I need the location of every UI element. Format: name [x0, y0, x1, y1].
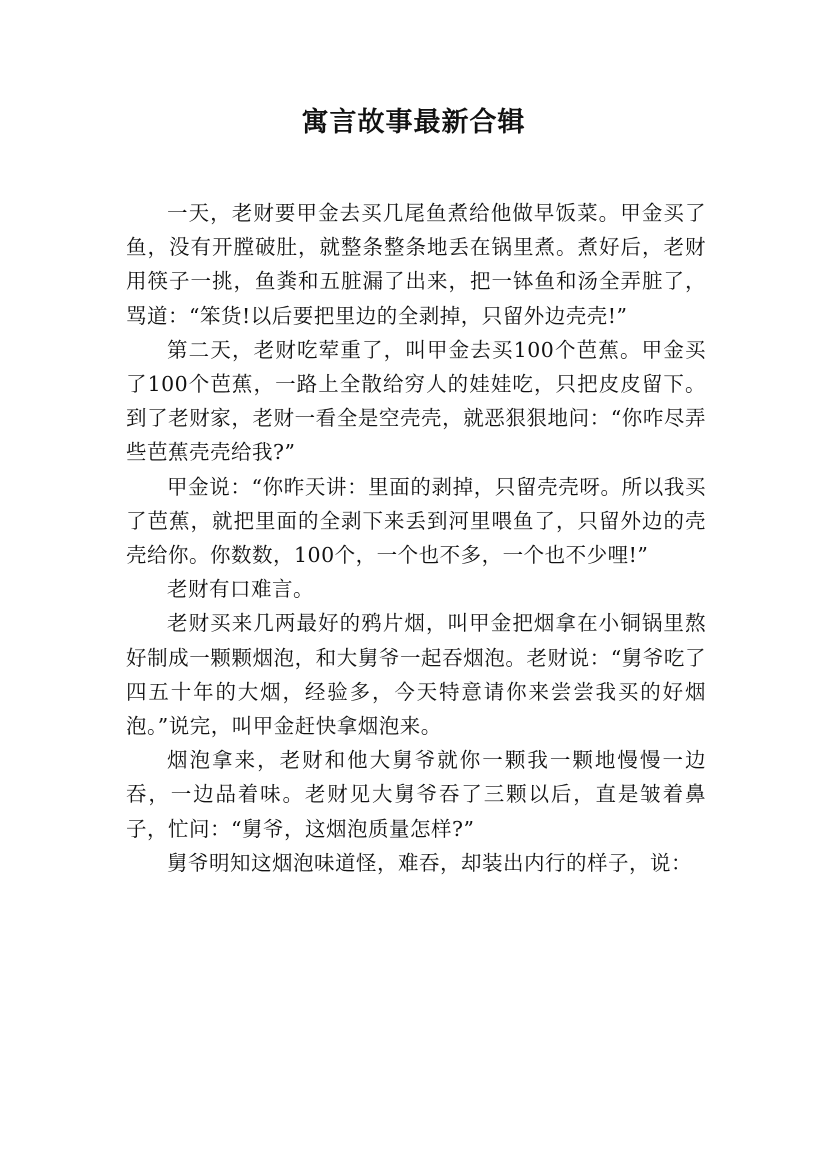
document-title: 寓言故事最新合辑: [301, 107, 526, 138]
paragraph: 第二天，老财吃荤重了，叫甲金去买100个芭蕉。甲金买了100个芭蕉，一路上全散给穷人的娃娃吃，只把皮皮留下。到了老财家，老财一看全是空壳壳，就恶狠狠地问：“你咋尽弄些芭蕉壳壳给我?”: [126, 337, 706, 465]
paragraph: 一天，老财要甲金去买几尾鱼煮给他做早饭菜。甲金买了鱼，没有开膛破肚，就整条整条地丢在锅里煮。煮好后，老财用筷子一挑，鱼粪和五脏漏了出来，把一钵鱼和汤全弄脏了，骂道：“笨货!以后要把里边的全剥掉，只留外边壳壳!”: [126, 201, 706, 328]
paragraph: 甲金说：“你昨天讲：里面的剥掉，只留壳壳呀。所以我买了芭蕉，就把里面的全剥下来丢到河里喂鱼了，只留外边的壳壳给你。你数数，100个，一个也不多，一个也不少哩!”: [126, 474, 706, 568]
paragraph: 老财买来几两最好的鸦片烟，叫甲金把烟拿在小铜锅里熬好制成一颗颗烟泡，和大舅爷一起吞烟泡。老财说：“舅爷吃了四五十年的大烟，经验多，今天特意请你来尝尝我买的好烟泡。”说完，叫甲金赶快拿烟泡来。: [126, 611, 706, 739]
paragraph: 舅爷明知这烟泡味道怪，难吞，却装出内行的样子，说：: [167, 850, 692, 875]
document-body: [126, 196, 706, 880]
paragraph: 烟泡拿来，老财和他大舅爷就你一颗我一颗地慢慢一边吞，一边品着味。老财见大舅爷吞了三颗以后，直是皱着鼻子，忙问：“舅爷，这烟泡质量怎样?”: [126, 748, 706, 841]
paragraph: 老财有口难言。: [167, 577, 314, 602]
